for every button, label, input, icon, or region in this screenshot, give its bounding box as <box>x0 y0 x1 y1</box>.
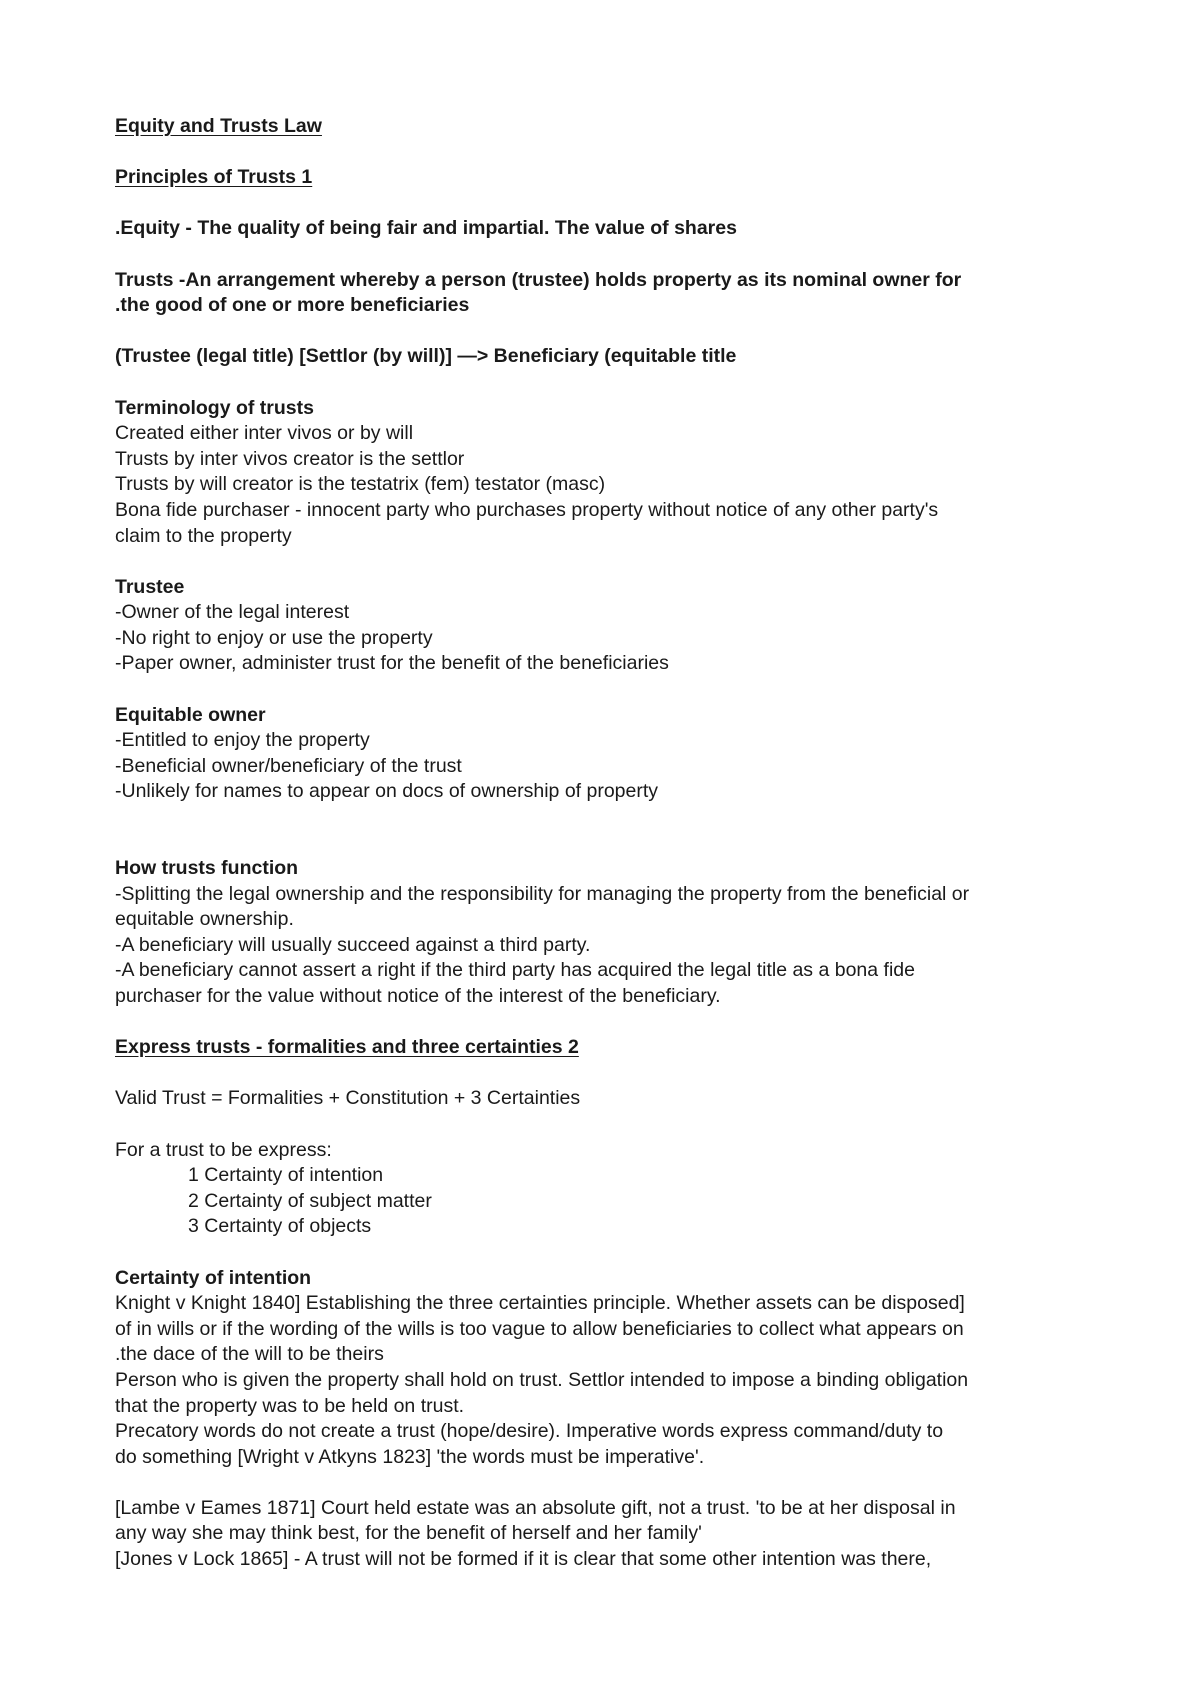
document-title: Equity and Trusts Law <box>115 115 322 137</box>
heading-how-trusts-function: How trusts function <box>115 857 299 880</box>
case-line: any way she may think best, for the benefit of herself and her family' <box>115 1522 702 1545</box>
body-line: equitable ownership. <box>115 908 294 931</box>
heading-certainty-of-intention: Certainty of intention <box>115 1266 312 1289</box>
body-line: do something [Wright v Atkyns 1823] 'the words must be imperative'. <box>115 1445 705 1468</box>
body-line: Trusts by will creator is the testatrix (fem) testator (masc) <box>115 473 606 496</box>
body-line: -A beneficiary will usually succeed against a third party. <box>115 933 591 956</box>
express-trust-intro: For a trust to be express: <box>115 1138 332 1161</box>
trust-relationship-line: (Trustee (legal title) [Settlor (by will)] —> Beneficiary (equitable title <box>115 345 737 368</box>
heading-trustee: Trustee <box>115 575 185 598</box>
body-line: that the property was to be held on trust. <box>115 1394 465 1417</box>
body-line: Created either inter vivos or by will <box>115 422 414 445</box>
trusts-definition-line: .the good of one or more beneficiaries <box>115 294 470 317</box>
section-heading-principles: Principles of Trusts 1 <box>115 166 313 189</box>
certainty-list-item: 1 Certainty of intention <box>188 1164 384 1187</box>
body-line: Trusts by inter vivos creator is the settlor <box>115 447 465 470</box>
body-line: -Owner of the legal interest <box>115 601 350 624</box>
body-line: Knight v Knight 1840] Establishing the three certainties principle. Whether assets can be disposed] <box>115 1292 965 1315</box>
certainty-list-item: 2 Certainty of subject matter <box>188 1189 432 1212</box>
body-line: -Entitled to enjoy the property <box>115 729 370 752</box>
body-line: Bona fide purchaser - innocent party who purchases property without notice of any other party's <box>115 498 939 521</box>
case-line: [Jones v Lock 1865] - A trust will not be formed if it is clear that some other intention was there, <box>115 1548 932 1571</box>
valid-trust-formula: Valid Trust = Formalities + Constitution + 3 Certainties <box>115 1087 581 1110</box>
heading-equitable-owner: Equitable owner <box>115 703 266 726</box>
body-line: -Paper owner, administer trust for the benefit of the beneficiaries <box>115 652 669 675</box>
body-line: -Unlikely for names to appear on docs of ownership of property <box>115 780 659 803</box>
body-line: -No right to enjoy or use the property <box>115 626 433 649</box>
body-line: -A beneficiary cannot assert a right if the third party has acquired the legal title as a bona fide <box>115 959 915 982</box>
certainty-list-item: 3 Certainty of objects <box>188 1215 372 1238</box>
document-page <box>115 114 1115 1573</box>
body-line: .the dace of the will to be theirs <box>115 1343 384 1366</box>
equity-definition: .Equity - The quality of being fair and impartial. The value of shares <box>115 217 737 240</box>
body-line: Precatory words do not create a trust (hope/desire). Imperative words express command/duty to <box>115 1420 944 1443</box>
section-heading-express-trusts: Express trusts - formalities and three certainties 2 <box>115 1036 579 1059</box>
trusts-definition-line: Trusts -An arrangement whereby a person (trustee) holds property as its nominal owner for <box>115 268 962 291</box>
body-line: purchaser for the value without notice of the interest of the beneficiary. <box>115 985 721 1007</box>
body-line: -Beneficial owner/beneficiary of the trust <box>115 754 462 777</box>
body-line: Person who is given the property shall hold on trust. Settlor intended to impose a binding obligation <box>115 1368 969 1391</box>
body-line: claim to the property <box>115 524 292 547</box>
heading-terminology: Terminology of trusts <box>115 396 314 419</box>
body-line: -Splitting the legal ownership and the responsibility for managing the property from the beneficial or <box>115 882 970 905</box>
case-line: [Lambe v Eames 1871] Court held estate was an absolute gift, not a trust. 'to be at her disposal in <box>115 1496 956 1519</box>
body-line: of in wills or if the wording of the wills is too vague to allow beneficiaries to collect what appears on <box>115 1317 964 1340</box>
